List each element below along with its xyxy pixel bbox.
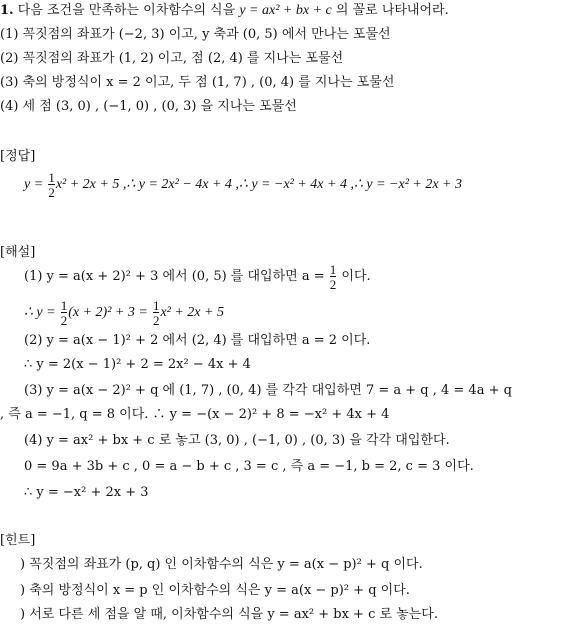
explanation-line-9: ∴ y = −x² + 2x + 3 [24,485,149,500]
problem-stem-b: 의 꼴로 나타내어라. [335,3,449,18]
problem-statement [0,2,449,20]
explanation-l2-den2: 2 [152,312,160,328]
explanation-line-5: (3) y = a(x − 2)² + q 에 (1, 7) , (0, 4) 를 각각 대입하면 7 = a + q , 4 = 4a + q [24,383,512,398]
answer-frac-den: 2 [48,184,55,200]
problem-stem-eq: y = ax² + bx + c [239,3,332,18]
hint-item-2: ) 축의 방정식이 x = p 인 이차함수의 식은 y = a(x − p)² + q 이다. [20,583,410,598]
hint-item-3: ) 서로 다른 세 점을 알 때, 이차함수의 식을 y = ax² + bx + c 로 놓는다. [20,607,438,622]
answer-eq-pre: y = [24,177,44,192]
problem-item-2: (2) 꼭짓점의 좌표가 (1, 2) 이고, 점 (2, 4) 를 지나는 포물선 [0,51,344,66]
explanation-line-3: (2) y = a(x − 1)² + 2 에서 (2, 4) 를 대입하면 a = 2 이다. [24,333,371,348]
problem-item-3: (3) 축의 방정식이 x = 2 이고, 두 점 (1, 7) , (0, 4) 를 지나는 포물선 [0,75,395,90]
answer-line [24,170,462,200]
explanation-line-6: , 즉 a = −1, q = 8 이다. ∴ y = −(x − 2)² + 8 = −x² + 4x + 4 [0,407,390,422]
explanation-l2-post: x² + 2x + 5 [160,305,224,320]
explanation-l1-post: 이다. [337,269,371,284]
hint-item-1: ) 꼭짓점의 좌표가 (p, q) 인 이차함수의 식은 y = a(x − p)² + q 이다. [20,557,423,572]
explanation-line-4: ∴ y = 2(x − 1)² + 2 = 2x² − 4x + 4 [24,357,251,372]
answer-rest: ,∴ y = 2x² − 4x + 4 ,∴ y = −x² + 4x + 4 ,∴ y = −x² + 2x + 3 [119,177,463,192]
answer-header: [정답] [0,149,36,164]
explanation-line-8: 0 = 9a + 3b + c , 0 = a − b + c , 3 = c , 즉 a = −1, b = 2, c = 3 이다. [24,459,474,474]
problem-item-4: (4) 세 점 (3, 0) , (−1, 0) , (0, 3) 을 지나는 포물선 [0,99,297,114]
explanation-l2-fraction-2 [153,299,160,327]
answer-fraction [48,171,55,199]
explanation-l1-num: 1 [329,261,337,277]
explanation-line-2 [24,298,224,328]
answer-frac-num: 1 [48,169,55,185]
explanation-l2-num2: 1 [152,297,160,313]
hint-header: [힌트] [0,533,36,548]
explanation-line-1 [24,262,371,292]
explanation-l1-pre: (1) y = a(x + 2)² + 3 에서 (0, 5) 를 대입하면 a = [24,269,325,284]
explanation-l2-den: 2 [60,312,68,328]
problem-stem-a: 다음 조건을 만족하는 이차함수의 식을 [17,3,236,18]
explanation-header: [해설] [0,245,36,260]
explanation-l1-den: 2 [329,276,337,292]
explanation-line-7: (4) y = ax² + bx + c 로 놓고 (3, 0) , (−1, 0) , (0, 3) 을 각각 대입한다. [24,433,450,448]
explanation-l2-num: 1 [60,297,68,313]
problem-item-1: (1) 꼭짓점의 좌표가 (−2, 3) 이고, y 축과 (0, 5) 에서 만나는 포물선 [0,27,391,42]
explanation-l2-pre: ∴ y = [24,305,56,320]
explanation-l1-fraction [330,263,337,291]
problem-number: 1. [0,3,14,18]
answer-eq-post: x² + 2x + 5 [55,177,120,192]
explanation-l2-fraction-1 [61,299,68,327]
explanation-l2-mid: (x + 2)² + 3 = [68,305,148,320]
